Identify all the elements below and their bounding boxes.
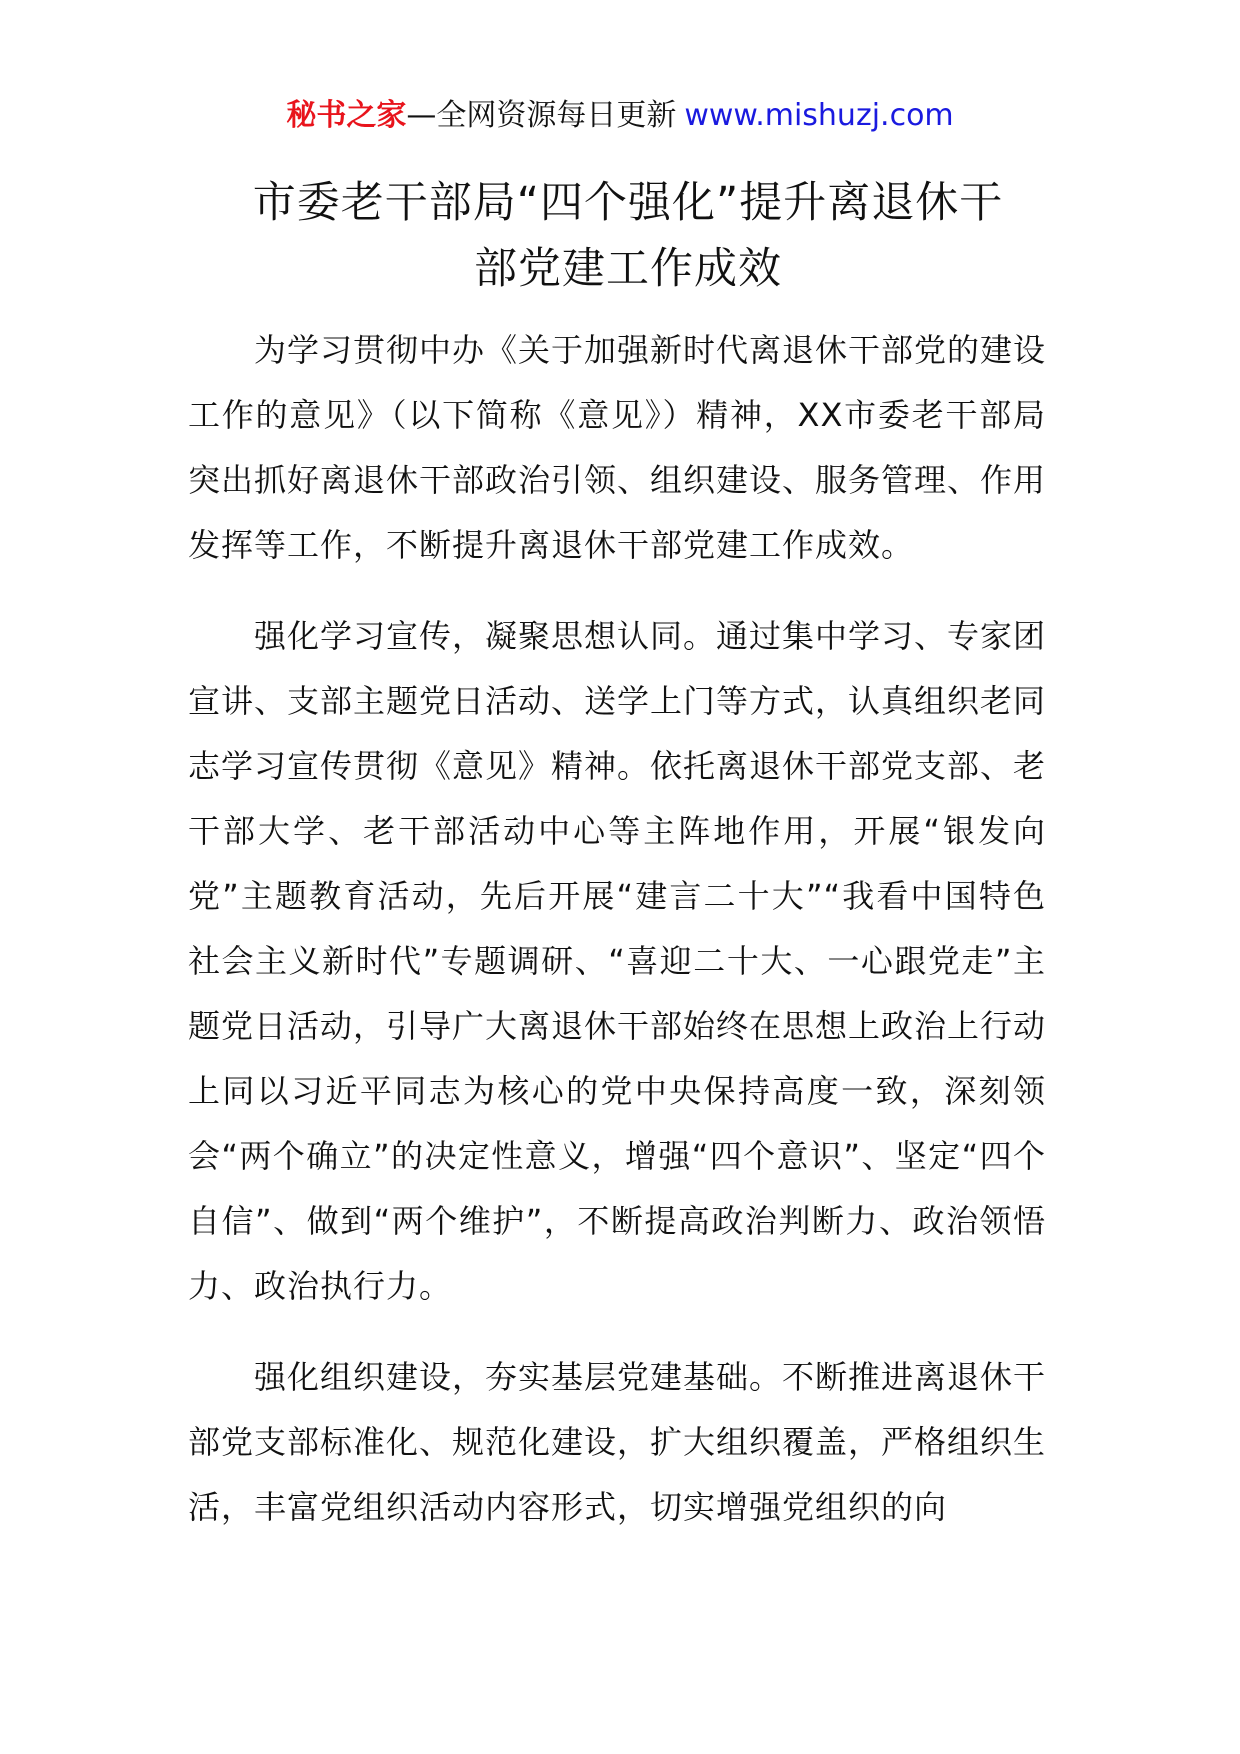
document-body bbox=[188, 318, 1046, 1566]
site-url[interactable]: www.mishuzj.com bbox=[684, 98, 954, 133]
brand-name: 秘书之家 bbox=[286, 98, 407, 133]
site-header bbox=[0, 96, 1240, 136]
title-line-1: 市委老干部局“四个强化”提升离退休干 bbox=[252, 178, 1004, 228]
paragraph-intro: 为学习贯彻中办《关于加强新时代离退休干部党的建设工作的意见》（以下简称《意见》）精神，XX市委老干部局突出抓好离退休干部政治引领、组织建设、服务管理、作用发挥等工作，不断提升离退休干部党建工作成效。 bbox=[188, 331, 1047, 564]
header-tagline: —全网资源每日更新 bbox=[406, 98, 677, 133]
paragraph-study-publicity: 强化学习宣传，凝聚思想认同。通过集中学习、专家团宣讲、支部主题党日活动、送学上门等方式，认真组织老同志学习宣传贯彻《意见》精神。依托离退休干部党支部、老干部大学、老干部活动中心等主阵地作用，开展“银发向党”主题教育活动，先后开展“建言二十大”“我看中国特色社会主义新时代”专题调研、“喜迎二十大、一心跟党走”主题党日活动，引导广大离退休干部始终在思想上政治上行动上同以习近平同志为核心的党中央保持高度一致，深刻领会“两个确立”的决定性意义，增强“四个意识”、坚定“四个自信”、做到“两个维护”，不断提高政治判断力、政治领悟力、政治执行力。 bbox=[188, 617, 1047, 1305]
paragraph-organization-building: 强化组织建设，夯实基层党建基础。不断推进离退休干部党支部标准化、规范化建设，扩大组织覆盖，严格组织生活，丰富党组织活动内容形式，切实增强党组织的向 bbox=[188, 1358, 1047, 1526]
title-line-2: 部党建工作成效 bbox=[474, 244, 782, 294]
document-title bbox=[188, 170, 1068, 302]
